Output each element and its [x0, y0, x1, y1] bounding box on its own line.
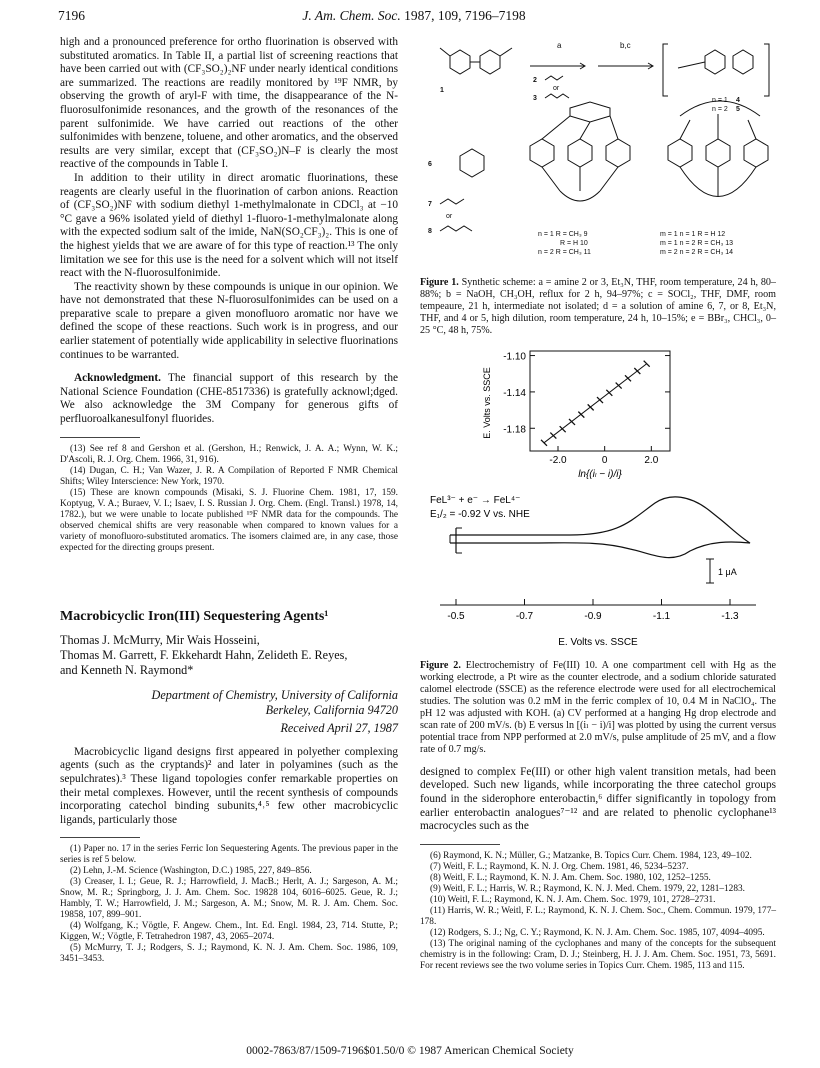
- x-axis-label: E. Volts vs. SSCE: [558, 637, 638, 649]
- running-header: [58, 8, 770, 30]
- y-tick-label: -1.18: [503, 423, 526, 435]
- footnotes: [60, 444, 398, 554]
- x-tick-label: -1.3: [721, 611, 739, 623]
- paragraph: designed to complex Fe(III) or other high valent transition metals, had been developed. Such new ligands, while incorporating the three catechol groups found in the siderophore enterobactin,⁶ differ significantly in topology from earlier enterobactin analogues⁷⁻¹² and are related to phenolic cyclophane¹³ macrocycles such as the: [420, 765, 776, 833]
- scheme-label: 8: [428, 228, 432, 235]
- cv-plot: [420, 487, 776, 655]
- scheme-label: or: [553, 85, 560, 92]
- y-axis-label: E. Volts vs. SSCE: [482, 366, 492, 439]
- paragraph: Macrobicyclic ligand designs first appeared in polyether complexing agents (such as the cryptands)² and later in polyamines (such as the sepulchrates).³ These ligand topologies confer remarkable properties on their metal complexes. However, until the recent synthesis of compounds incorporating catechol binding subunits,⁴˒⁵ few other macrobicyclic ligands, particularly those: [60, 745, 398, 826]
- synthetic-scheme-figure: [420, 36, 776, 272]
- acknowledgment: Acknowledgment. The financial support of this research by the National Science Foundation (CHE-8517336) is gratefully acknowl;dged. We also acknowledge the 3M Company for generous gifts of perfluoroalkanesulfonyl fluorides.: [60, 372, 398, 426]
- affiliation: Department of Chemistry, University of California Berkeley, California 94720: [151, 688, 398, 718]
- scheme-label: 4: [736, 97, 740, 104]
- scheme-label: 2: [533, 77, 537, 84]
- authors: Thomas J. McMurry, Mir Wais Hosseini, Thomas M. Garrett, F. Ekkehardt Hahn, Zelideth E. Reyes, and Kenneth N. Raymond*: [60, 633, 348, 678]
- half-wave-annotation: E₁/₂ = -0.92 V vs. NHE: [430, 509, 530, 521]
- scheme-label: R = H 10: [560, 240, 588, 247]
- benzene-ring: [460, 149, 484, 177]
- x-axis-label: ln{(iₗ − i)/i}: [578, 468, 622, 480]
- page-footer: 0002-7863/87/1509-7196$01.50/0 © 1987 American Chemical Society: [246, 1045, 574, 1057]
- x-tick-label: -0.7: [515, 611, 534, 623]
- fit-line: [544, 363, 647, 442]
- scheme-label: 6: [428, 161, 432, 168]
- scheme-label: 5: [736, 106, 740, 113]
- journal-citation: J. Am. Chem. Soc. 1987, 109, 7196–7198: [302, 8, 526, 23]
- footnote: (13) See ref 8 and Gershon et al. (Gershon, H.; Renwick, J. A. A.; Wynn, W. K.; D'Ascoli, R. J. Org. Chem. 1966, 31, 916).: [60, 443, 398, 465]
- footnote-rule: [420, 844, 500, 845]
- page-number: 7196: [58, 8, 85, 23]
- scheme-label: 1: [440, 87, 444, 94]
- paragraph: high and a pronounced preference for ortho fluorination is observed with substituted aromatics. In Table II, a partial list of screening reactions that have been carried out with (CF₃SO₂)₂NF under nearly identical conditions are summarized. The reactions are readily monitored by ¹⁹F NMR, by observing the growth of aryl-F with time, the disappearance of the N-fluorosulfonimide resonances, and the growth of the resonances of the parent sulfonimide. We have carried out reactions of the other sulfonimides with benzene, toluene, and other aromatics, and the observed results are very similar, except that (CF₃SO₂)N–F is clearly the most reactive of the compounds in Table I.: [60, 36, 398, 171]
- footnotes: (1) Paper no. 17 in the series Ferric Ion Sequestering Agents. The previous paper in the series is ref 5 below. (2) Lehn, J.-M. Science (Washington, D.C.) 1985, 227, 849–856. (3) Creaser, I. I.; Geue, R. J.; Harrowfield, J. MacB.; Herlt, A. J.; Sargeson, A. M.; Snow, M. R.; Springborg, J. J. Am. Chem. Soc. 19828 104, 6016–6025. Geue, R. J.; Hambly, T. W.; Harrowfield, J. M.; Sargeson, A. M.; Snow, M. R. J. Am. Chem. Soc. 19858, 107, 899–901. (4) Wolfgang, K.; Vögtle, F. Angew. Chem., Int. Ed. Engl. 1984, 23, 714. Stutte, P.; Kiggen, W.; Vögtle, F. Tetrahedron 1987, 43, 2065–2074. (5) McMurry, T. J.; Rodgers, S. J.; Raymond, K. N. J. Am. Chem. Soc. 1986, 109, 3451–3453.: [60, 844, 398, 965]
- left-column: [60, 36, 398, 965]
- article-title: Macrobicyclic Iron(III) Sequestering Agents¹: [60, 608, 329, 624]
- paragraph: The reactivity shown by these compounds is unique in our opinion. We have not demonstrated that these N-fluorosulfonimides can be used on a preparative scale to prepare a given monofluoro aromatic nor have we defined the scope of these reactions. Such work is in progress, and our earlier statement of potentially wide applicability in selective fluorinations continues to be warranted.: [60, 280, 398, 361]
- y-tick-label: -1.14: [503, 387, 526, 399]
- scheme-label-bc: b,c: [620, 41, 631, 50]
- scheme-label: or: [446, 213, 453, 220]
- scheme-label: m = 2 n = 2 R = CH₃ 14: [660, 249, 734, 256]
- scheme-label: n = 1: [712, 97, 728, 104]
- reaction-annotation: FeL³⁻ + e⁻ → FeL⁴⁻: [430, 495, 521, 507]
- received-date: Received April 27, 1987: [280, 721, 398, 736]
- x-tick-label: -0.5: [447, 611, 465, 623]
- benzene-ring: [480, 50, 500, 74]
- x-tick-label: -0.9: [584, 611, 602, 623]
- footnote: (14) Dugan, C. H.; Van Wazer, J. R. A Compilation of Reported F NMR Chemical Shifts; Wiley Interscience: New York, 1970.: [60, 465, 398, 487]
- footnote-rule: [60, 437, 140, 438]
- figure1-caption: Figure 1. Synthetic scheme: a = amine 2 or 3, Et₃N, THF, room temperature, 24 h, 80–88%; b = NaOH, CH₃OH, reflux for 2 h, 94–97%; c = SOCl₂, THF, DMF, room tempeaure, 21 h, intermediate not isolated; d = a solution of amine 6, 7, or 8, Et₃N, THF, and 4 or 5, high dilution, room temperature, 24 h, 10–15%; e = BBr₃, CHCl₃, 0–25 °C, 48 h, 75%.: [420, 276, 776, 336]
- x-tick-label: 0: [601, 454, 608, 466]
- scheme-label: n = 2 R = CH₃ 11: [538, 249, 591, 256]
- potential-plot: [420, 343, 776, 483]
- x-tick-label: 2.0: [644, 454, 659, 466]
- paragraph: In addition to their utility in direct aromatic fluorinations, these reagents are clearly useful in the fluorination of carbon anions. Reaction of (CF₃SO₂)NF with sodium diethyl 1-methylmalonate in CDCl₃ at −10 °C gave a 96% isolated yield of diethyl 1-fluoro-1-methylmalonate along with the expected sodium salt of the imide, NaN(SO₂CF₃)₂. This is one of the highest yields that we are aware of for this type of reaction.¹³ The only limitation we see for this use is the need for a solvent which will not itself react with the N-fluorosulfonimide.: [60, 171, 398, 280]
- x-tick-label: -1.1: [652, 611, 671, 623]
- y-tick-label: -1.10: [503, 351, 526, 363]
- scheme-label: n = 2: [712, 106, 728, 113]
- right-column: [420, 36, 776, 972]
- scheme-label: n = 1 R = CH₃ 9: [538, 231, 588, 238]
- scale-label: 1 μA: [718, 567, 737, 578]
- footnotes: (6) Raymond, K. N.; Müller, G.; Matzanke, B. Topics Curr. Chem. 1984, 123, 49–102. (7) Weitl, F. L.; Raymond, K. N. J. Org. Chem. 1981, 46, 5234–5237. (8) Weitl, F. L.; Raymond, K. N. J. Am. Chem. Soc. 1980, 102, 1252–1255. (9) Weitl, F. L.; Harris, W. R.; Raymond, K. N. J. Med. Chem. 1979, 22, 1281–1283. (10) Weitl, F. L.; Raymond, K. N. J. Am. Chem. Soc. 1979, 101, 2728–2731. (11) Harris, W. R.; Weitl, F. L.; Raymond, K. N. J. Chem. Soc., Chem. Commun. 1979, 177–178. (12) Rodgers, S. J.; Ng, C. Y.; Raymond, K. N. J. Am. Chem. Soc. 1985, 107, 4094–4095. (13) The original naming of the cyclophanes and many of the concepts for the subsequent chemistry is in the following: Cram, D. J.; Steinberg, H. J. J. Am. Chem. Soc. 1951, 73, 5691. For recent reviews see the two volume series in Topics Curr. Chem. 1985, 113 and 115.: [420, 850, 776, 971]
- scheme-label: m = 1 n = 1 R = H 12: [660, 231, 726, 238]
- footnote-rule: [60, 837, 140, 838]
- scheme-label: 3: [533, 95, 537, 102]
- x-tick-label: -2.0: [549, 454, 567, 466]
- scheme-label-a: a: [557, 41, 562, 50]
- scheme-label: 7: [428, 201, 432, 208]
- figure2-caption: Figure 2. Electrochemistry of Fe(III) 10. A one compartment cell with Hg as the working electrode, a Pt wire as the counter electrode, and a sodium chloride saturated calomel electrode (SSCE) as the reference electrode were used for all electrochemical studies. The solution was 0.2 mM in the ferric complex of 10, 0.4 M in NaClO₄. The pH 12 was adjusted with KOH. (a) CV performed at a hanging Hg drop electrode and scan rate of 200 mV/s. (b) E versus ln [(iₗ − i)/i] was plotted by using the current versus potential trace from NPP performed at 2.0 mV/s, pulse amplitude of 25 mV, and a flow rate of 0.7 mg/s.: [420, 659, 776, 755]
- footnote: (15) These are known compounds (Misaki, S. J. Fluorine Chem. 1981, 17, 159. Koptyug, V. A.; Buraev, V. I.; Isaev, I. S. Russian J. Org. Chem. (Engl. Transl.) 1978, 14, 1782.), but we were unable to locate published ¹⁹F NMR data for the compounds. The observed chemical shifts are very reasonable when compared to known values for a variety of monofluoro-substituted aromatics. The isomers claimed are, in any case, those expected for the directing groups present.: [60, 487, 398, 553]
- benzene-ring: [450, 50, 470, 74]
- scheme-label: m = 1 n = 2 R = CH₃ 13: [660, 240, 734, 247]
